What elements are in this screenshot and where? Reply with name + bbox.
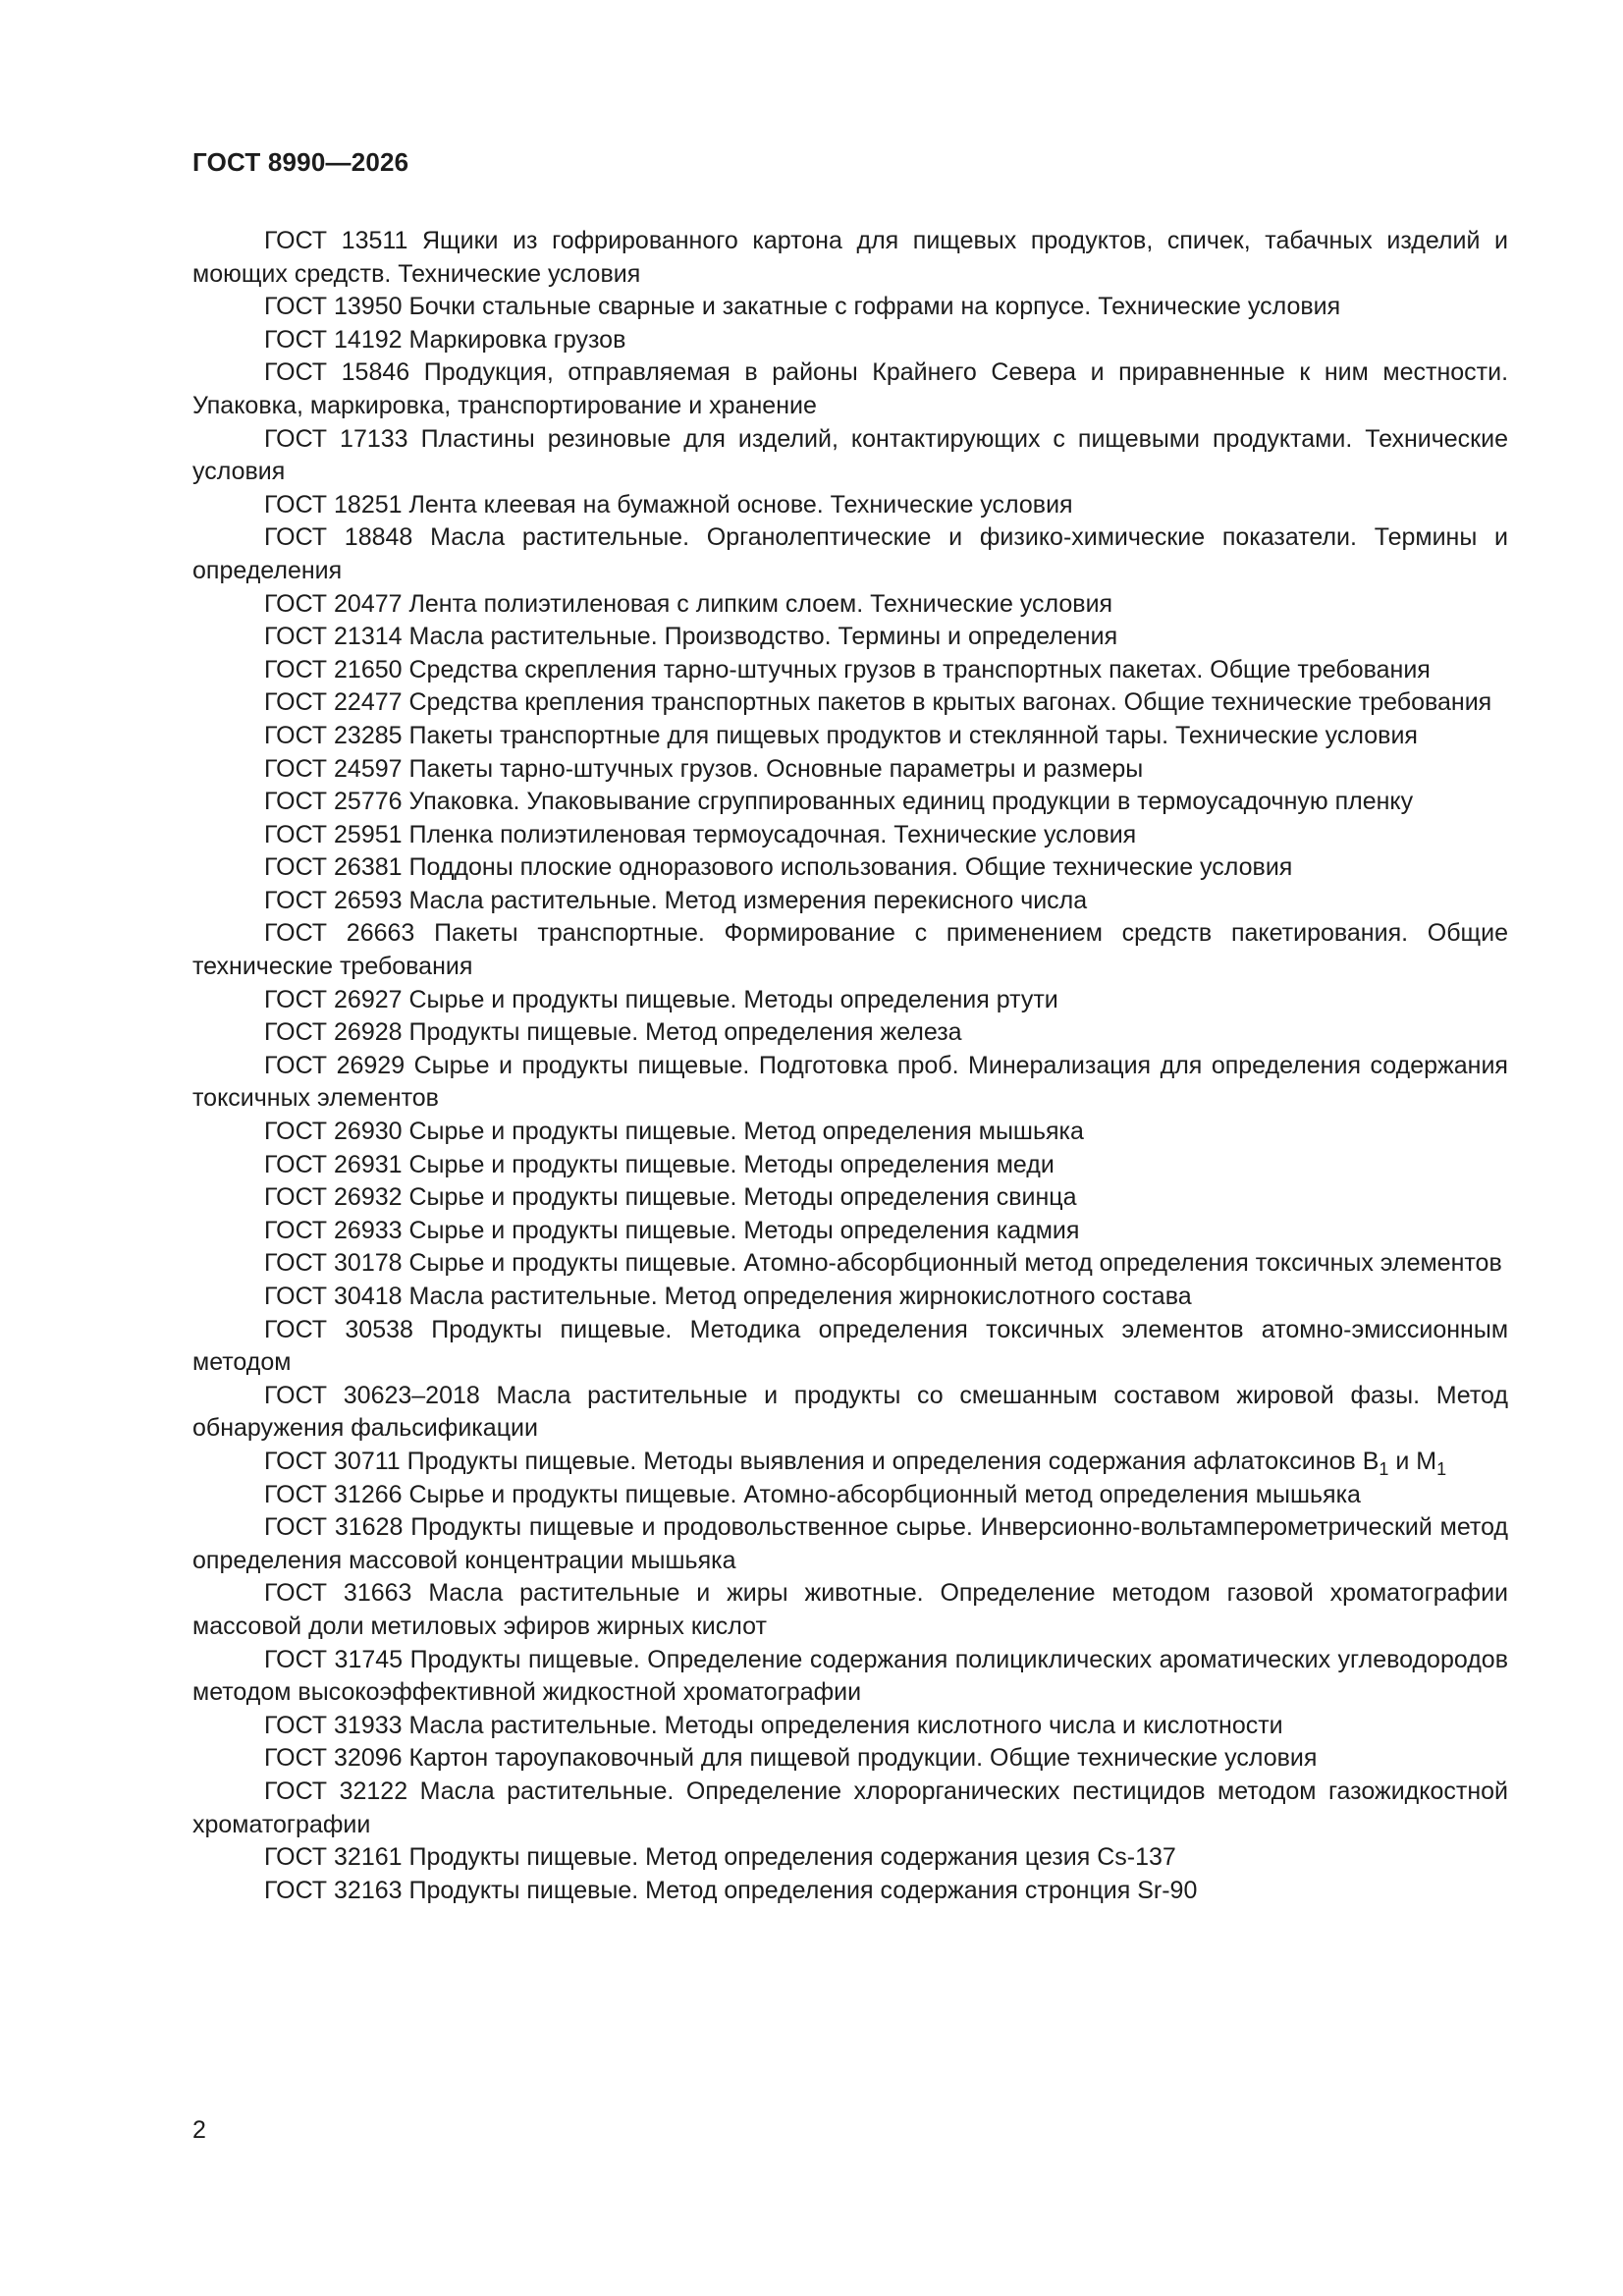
reference-code: ГОСТ 22477 (264, 688, 403, 717)
reference-title: Сырье и продукты пищевые. Методы определения ртути (408, 985, 1058, 1013)
reference-entry (192, 1016, 1508, 1050)
reference-code: ГОСТ 32161 (264, 1843, 403, 1872)
reference-title: Пакеты транспортные. Формирование с применением средств пакетирования. Общие технические требования (192, 919, 1508, 981)
reference-title: Масла растительные. Метод определения жирнокислотного состава (408, 1283, 1192, 1310)
reference-code: ГОСТ 17133 (264, 424, 408, 453)
reference-entry (192, 1380, 1508, 1446)
reference-title: Пленка полиэтиленовая термоусадочная. Технические условия (408, 820, 1137, 848)
reference-code: ГОСТ 26930 (264, 1118, 403, 1146)
reference-title: Сырье и продукты пищевые. Атомно-абсорбционный метод определения токсичных элементов (408, 1249, 1502, 1278)
reference-code: ГОСТ 31745 (264, 1645, 404, 1673)
page-number: 2 (192, 2116, 206, 2144)
reference-title: Масла растительные. Метод измерения перекисного числа (408, 886, 1088, 914)
reference-title: Бочки стальные сварные и закатные с гофрами на корпусе. Технические условия (408, 293, 1341, 321)
reference-entry (192, 1149, 1508, 1182)
reference-entry (192, 1247, 1508, 1281)
reference-entry (192, 521, 1508, 587)
reference-code: ГОСТ 25776 (264, 788, 403, 816)
reference-code: ГОСТ 18848 (264, 523, 413, 552)
reference-code: ГОСТ 20477 (264, 589, 403, 618)
reference-title: Сырье и продукты пищевые. Подготовка проб. Минерализация для определения содержания токсичных элементов (192, 1051, 1508, 1113)
reference-title: Масла растительные. Органолептические и физико-химические показатели. Термины и определения (192, 523, 1509, 584)
reference-subscript: 1 (1379, 1458, 1389, 1479)
reference-code: ГОСТ 26928 (264, 1018, 403, 1047)
reference-title: Упаковка. Упаковывание сгруппированных единиц продукции в термоусадочную пленку (408, 788, 1414, 816)
reference-entry (192, 786, 1508, 819)
reference-code: ГОСТ 14192 (264, 325, 403, 354)
reference-code: ГОСТ 13511 (264, 227, 408, 254)
reference-code: ГОСТ 31628 (264, 1513, 404, 1542)
reference-code: ГОСТ 30178 (264, 1249, 403, 1278)
reference-code: ГОСТ 26931 (264, 1150, 403, 1178)
reference-code: ГОСТ 26932 (264, 1183, 403, 1212)
reference-code: ГОСТ 23285 (264, 721, 403, 749)
reference-code: ГОСТ 31933 (264, 1711, 403, 1739)
reference-title: Продукты пищевые. Методика определения токсичных элементов атомно-эмиссионным методом (192, 1315, 1509, 1377)
reference-entry (192, 324, 1508, 357)
reference-entry (192, 654, 1508, 687)
reference-title: Сырье и продукты пищевые. Метод определения мышьяка (408, 1118, 1084, 1146)
reference-code: ГОСТ 32096 (264, 1744, 403, 1773)
reference-entry (192, 621, 1508, 654)
reference-code: ГОСТ 31266 (264, 1480, 403, 1508)
reference-code: ГОСТ 32122 (264, 1777, 408, 1805)
reference-code: ГОСТ 21314 (264, 623, 403, 651)
reference-title: Пластины резиновые для изделий, контактирующих с пищевыми продуктами. Технические условия (192, 424, 1508, 486)
reference-code: ГОСТ 26381 (264, 853, 403, 882)
reference-title: Ящики из гофрированного картона для пищевых продуктов, спичек, табачных изделий и моющих средств. Технические условия (192, 227, 1509, 288)
reference-code: ГОСТ 13950 (264, 293, 403, 321)
reference-entry (192, 1710, 1508, 1743)
reference-title: Картон тароупаковочный для пищевой продукции. Общие технические условия (408, 1744, 1318, 1773)
reference-title: Масла растительные. Производство. Термины и определения (408, 623, 1118, 651)
reference-entry (192, 1446, 1508, 1479)
reference-code: ГОСТ 26933 (264, 1216, 403, 1244)
reference-title: Масла растительные. Методы определения кислотного числа и кислотности (408, 1711, 1283, 1739)
reference-entry (192, 1215, 1508, 1248)
reference-entry (192, 356, 1508, 422)
reference-code: ГОСТ 18251 (264, 490, 403, 519)
reference-entry (192, 489, 1508, 522)
reference-code: ГОСТ 25951 (264, 820, 403, 848)
reference-entry (192, 1511, 1508, 1577)
reference-title: Маркировка грузов (408, 325, 626, 354)
reference-entry (192, 1314, 1508, 1380)
normative-references-list (192, 225, 1508, 1907)
reference-code: ГОСТ 32163 (264, 1876, 403, 1904)
reference-title: Сырье и продукты пищевые. Методы определения кадмия (408, 1216, 1080, 1244)
reference-title: Сырье и продукты пищевые. Методы определения меди (408, 1150, 1055, 1178)
document-code-header: ГОСТ 8990—2026 (192, 147, 409, 177)
reference-code: ГОСТ 26663 (264, 919, 415, 948)
reference-title: Средства крепления транспортных пакетов в крытых вагонах. Общие технические требования (408, 688, 1492, 717)
reference-code: ГОСТ 26927 (264, 985, 403, 1013)
reference-title: Лента полиэтиленовая с липким слоем. Технические условия (408, 589, 1113, 618)
reference-entry (192, 291, 1508, 324)
reference-code: ГОСТ 30623–2018 (264, 1381, 480, 1409)
reference-title: Пакеты транспортные для пищевых продуктов и стеклянной тары. Технические условия (408, 721, 1418, 749)
reference-title: Пакеты тарно-штучных грузов. Основные параметры и размеры (408, 754, 1144, 783)
reference-title: Масла растительные и продукты со смешанным составом жировой фазы. Метод обнаружения фальсификации (192, 1381, 1508, 1443)
reference-title: Сырье и продукты пищевые. Атомно-абсорбционный метод определения мышьяка (408, 1480, 1361, 1508)
reference-entry (192, 753, 1508, 787)
reference-entry (192, 1577, 1508, 1643)
reference-code: ГОСТ 30538 (264, 1315, 413, 1343)
reference-entry (192, 423, 1508, 489)
reference-entry (192, 1875, 1508, 1908)
reference-entry (192, 686, 1508, 720)
reference-entry (192, 1776, 1508, 1841)
reference-title: Продукты пищевые. Метод определения железа (408, 1018, 962, 1047)
reference-entry (192, 1644, 1508, 1710)
reference-code: ГОСТ 21650 (264, 655, 403, 683)
reference-code: ГОСТ 24597 (264, 754, 403, 783)
reference-entry (192, 1742, 1508, 1776)
reference-code: ГОСТ 15846 (264, 358, 410, 387)
reference-entry (192, 819, 1508, 852)
reference-title: Сырье и продукты пищевые. Методы определения свинца (408, 1183, 1077, 1212)
reference-title-continued: и M (1388, 1447, 1437, 1475)
reference-entry (192, 1479, 1508, 1512)
reference-entry (192, 225, 1508, 291)
reference-entry (192, 851, 1508, 885)
reference-title: Продукты пищевые. Методы выявления и определения содержания афлатоксинов B (406, 1447, 1380, 1475)
reference-title: Средства скрепления тарно-штучных грузов в транспортных пакетах. Общие требования (408, 655, 1431, 683)
reference-title: Поддоны плоские одноразового использования. Общие технические условия (408, 853, 1293, 882)
reference-subscript: 1 (1436, 1458, 1447, 1479)
reference-code: ГОСТ 26929 (264, 1051, 406, 1079)
reference-entry (192, 1050, 1508, 1116)
reference-title: Продукты пищевые и продовольственное сырье. Инверсионно-вольтамперометрический метод определения массовой концентрации мышьяка (192, 1513, 1509, 1574)
reference-title: Масла растительные и жиры животные. Определение методом газовой хроматографии массовой доли метиловых эфиров жирных кислот (192, 1579, 1509, 1640)
reference-title: Продукты пищевые. Определение содержания полициклических ароматических углеводородов методом высокоэффективной жидкостной хроматографии (192, 1645, 1508, 1707)
reference-title: Продукция, отправляемая в районы Крайнего Севера и приравненные к ним местности. Упаковка, маркировка, транспортирование и хранение (192, 358, 1509, 419)
reference-code: ГОСТ 31663 (264, 1579, 412, 1608)
reference-entry (192, 588, 1508, 622)
reference-entry (192, 1841, 1508, 1875)
reference-code: ГОСТ 26593 (264, 886, 403, 914)
reference-entry (192, 885, 1508, 918)
reference-entry (192, 1116, 1508, 1149)
reference-title: Лента клеевая на бумажной основе. Технические условия (408, 490, 1073, 519)
reference-title: Продукты пищевые. Метод определения содержания цезия Cs-137 (408, 1843, 1176, 1872)
reference-entry (192, 917, 1508, 983)
reference-entry (192, 720, 1508, 753)
reference-code: ГОСТ 30711 (264, 1447, 401, 1475)
reference-entry (192, 1181, 1508, 1215)
reference-entry (192, 984, 1508, 1017)
reference-entry (192, 1281, 1508, 1314)
reference-title: Масла растительные. Определение хлорорганических пестицидов методом газожидкостной хроматографии (192, 1777, 1509, 1838)
reference-title: Продукты пищевые. Метод определения содержания стронция Sr-90 (408, 1876, 1198, 1904)
reference-code: ГОСТ 30418 (264, 1283, 403, 1310)
